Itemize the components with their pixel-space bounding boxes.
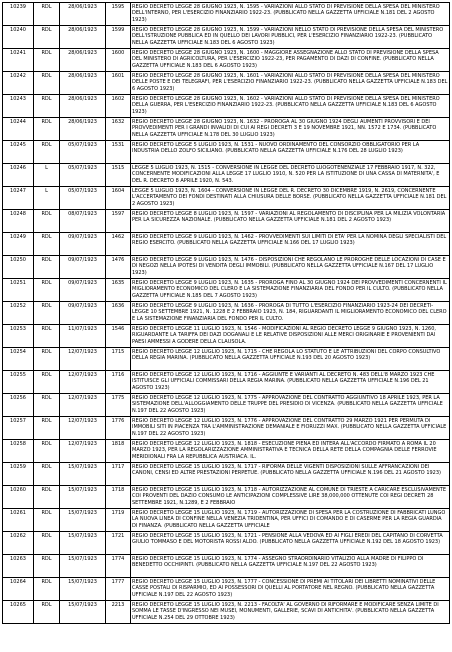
table-row <box>3 279 450 302</box>
act-number-cell <box>106 509 131 532</box>
act-number-cell <box>106 555 131 578</box>
act-date: 28/06/1923 <box>68 119 97 125</box>
row-number-cell <box>3 555 34 578</box>
act-number-cell <box>106 279 131 302</box>
act-number-cell <box>106 348 131 371</box>
act-description-cell <box>131 49 450 72</box>
act-date: 15/07/1923 <box>68 533 97 539</box>
act-date-cell <box>60 233 106 256</box>
act-type: RDL <box>41 487 52 493</box>
row-number: 10246 <box>10 165 26 171</box>
act-type-cell <box>34 72 60 95</box>
act-description: REGIO DECRETO LEGGE 9 LUGLIO 1923, N. 1636 - PROROGA DI TUTTO L'ESERCIZIO FINANZIARIO 1923-24 DEI DECRETI-LEGGE 10 SETTEMBRE 1921, N. 1228 E 2 FEBBRAIO 1923, N. 184, RIGUARDANTI IL MIGLIORAMENTO ECONOMICO DEL CLERO E LA SISTEMAZIONE FINANZIARIA DEL FONDO PER IL CULTO. <box>132 303 447 322</box>
table-row <box>3 394 450 417</box>
act-type-cell <box>34 371 60 394</box>
row-number: 10260 <box>10 487 26 493</box>
row-number-cell <box>3 348 34 371</box>
act-type: RDL <box>41 510 52 516</box>
act-number: 1636 <box>111 303 125 309</box>
act-number-cell <box>106 72 131 95</box>
act-date: 05/07/1923 <box>68 142 97 148</box>
act-date: 12/07/1923 <box>68 418 97 424</box>
act-type-cell <box>34 49 60 72</box>
act-description: REGIO DECRETO LEGGE 15 LUGLIO 1923, N. 1717 - RIFORMA DELLE VIGENTI DISPOSIZIONI SULLE AFFRANCAZIONI DEI CANONI, CENSI ED ALTRE PRESTAZIONI PERPETUE. (PUBBLICATO NELLA GAZZETTA UFFICIALE N.196 DEL 21 AGOSTO 1923) <box>132 464 441 477</box>
act-number-cell <box>106 118 131 141</box>
row-number: 10243 <box>10 96 26 102</box>
act-type-cell <box>34 463 60 486</box>
act-date: 09/07/1923 <box>68 303 97 309</box>
act-date: 12/07/1923 <box>68 349 97 355</box>
act-number-cell <box>106 486 131 509</box>
table-row <box>3 187 450 210</box>
act-description: REGIO DECRETO LEGGE 8 LUGLIO 1923, N. 1597 - VARIAZIONI AL REGOLAMENTO DI DISCIPLINA PER LA MILIZIA VOLONTARIA PER LA SICUREZZA NAZIONALE. (PUBBLICATO NELLA GAZZETTA UFFICIALE N.181 DEL 2 AGOSTO 1923) <box>132 211 446 224</box>
act-number-cell <box>106 164 131 187</box>
row-number: 10264 <box>10 579 26 585</box>
row-number-cell <box>3 3 34 26</box>
act-date-cell <box>60 187 106 210</box>
row-number: 10261 <box>10 510 26 516</box>
act-date-cell <box>60 371 106 394</box>
act-type-cell <box>34 555 60 578</box>
act-number: 1777 <box>111 579 125 585</box>
act-type-cell <box>34 141 60 164</box>
act-date-cell <box>60 95 106 118</box>
act-type: RDL <box>41 464 52 470</box>
act-description-cell <box>131 233 450 256</box>
act-number: 1715 <box>111 349 125 355</box>
act-description: REGIO DECRETO LEGGE 12 LUGLIO 1923, N. 1716 - AGGIUNTE E VARIANTI AL DECRETO N. 483 DELL'8 MARZO 1923 CHE ISTITUISCE GLI UFFICIALI COMMISSARI DELLA REGIA MARINA. (PUBBLICATO NELLA GAZZETTA UFFICIALE N.196 DEL 21 AGOSTO 1923) <box>132 372 435 391</box>
act-date: 28/06/1923 <box>68 27 97 33</box>
act-description: REGIO DECRETO LEGGE 9 LUGLIO 1923, N. 1462 - PROVVEDIMENTI SUI LIMITI DI ETA' PER LA NOMINA DEGLI SPECIALISTI DEL REGIO ESERCITO. (PUBBLICATO NELLA GAZZETTA UFFICIALE N.166 DEL 17 LUGLIO 1923) <box>132 234 447 247</box>
act-number-cell <box>106 49 131 72</box>
act-number-cell <box>106 440 131 463</box>
act-type: RDL <box>41 556 52 562</box>
act-type: RDL <box>41 142 52 148</box>
table-row <box>3 417 450 440</box>
act-number: 1597 <box>111 211 125 217</box>
act-date-cell <box>60 256 106 279</box>
row-number-cell <box>3 440 34 463</box>
row-number-cell <box>3 394 34 417</box>
row-number-cell <box>3 233 34 256</box>
act-description-cell <box>131 509 450 532</box>
act-date-cell <box>60 555 106 578</box>
table-row <box>3 325 450 348</box>
act-number: 1600 <box>111 50 125 56</box>
table-row <box>3 233 450 256</box>
act-description: REGIO DECRETO LEGGE 15 LUGLIO 1923, N. 1721 - PENSIONE ALLA VEDOVA ED AI FIGLI EREDI DEL CAPITANO DI CORVETTA GIULIO TOMMASO E DEL MOTORISTA ROSSI ALDO. (PUBBLICATO NELLA GAZZETTA UFFICIALE N.192 DEL 18 AGOSTO 1923) <box>132 533 443 546</box>
act-number-cell <box>106 417 131 440</box>
act-type-cell <box>34 3 60 26</box>
table-row <box>3 164 450 187</box>
act-date-cell <box>60 26 106 49</box>
act-type: RDL <box>41 96 52 102</box>
act-type: RDL <box>41 372 52 378</box>
act-date: 15/07/1923 <box>68 510 97 516</box>
row-number: 10240 <box>10 27 26 33</box>
act-number-cell <box>106 532 131 555</box>
table-row <box>3 302 450 325</box>
table-row <box>3 210 450 233</box>
act-number-cell <box>106 26 131 49</box>
act-type-cell <box>34 325 60 348</box>
act-date-cell <box>60 463 106 486</box>
table-row <box>3 578 450 601</box>
act-type: RDL <box>41 602 52 608</box>
row-number-cell <box>3 26 34 49</box>
act-date-cell <box>60 302 106 325</box>
row-number: 10255 <box>10 372 26 378</box>
row-number-cell <box>3 325 34 348</box>
row-number-cell <box>3 486 34 509</box>
act-type: RDL <box>41 50 52 56</box>
row-number: 10244 <box>10 119 26 125</box>
act-type-cell <box>34 417 60 440</box>
act-date-cell <box>60 325 106 348</box>
row-number-cell <box>3 279 34 302</box>
act-type-cell <box>34 394 60 417</box>
act-date-cell <box>60 210 106 233</box>
act-number-cell <box>106 394 131 417</box>
act-description-cell <box>131 187 450 210</box>
act-description-cell <box>131 394 450 417</box>
act-description: REGIO DECRETO LEGGE 15 LUGLIO 1923, N. 1774 - ASSEGNO STRAORDINARIO VITALIZIO ALLA MADRE DI FILIPPO DI BENEDETTO OCCHIPINTI. (PUBBLICATO NELLA GAZZETTA UFFICIALE N.197 DEL 22 AGOSTO 1923) <box>132 556 424 569</box>
act-type: RDL <box>41 395 52 401</box>
act-number: 2213 <box>111 602 125 608</box>
row-number-cell <box>3 49 34 72</box>
act-description-cell <box>131 578 450 601</box>
act-description-cell <box>131 486 450 509</box>
act-number: 1774 <box>111 556 125 562</box>
act-type: RDL <box>41 27 52 33</box>
act-date-cell <box>60 348 106 371</box>
act-date: 28/06/1923 <box>68 4 97 10</box>
act-number: 1716 <box>111 372 125 378</box>
act-date-cell <box>60 509 106 532</box>
act-date-cell <box>60 279 106 302</box>
act-number: 1601 <box>111 73 125 79</box>
row-number: 10254 <box>10 349 26 355</box>
row-number: 10249 <box>10 234 26 240</box>
act-number: 1776 <box>111 418 125 424</box>
act-number: 1635 <box>111 280 125 286</box>
table-row <box>3 348 450 371</box>
table-row <box>3 72 450 95</box>
row-number: 10259 <box>10 464 26 470</box>
row-number-cell <box>3 95 34 118</box>
row-number-cell <box>3 302 34 325</box>
act-number: 1604 <box>111 188 125 194</box>
act-description-cell <box>131 279 450 302</box>
act-description-cell <box>131 325 450 348</box>
act-type: RDL <box>41 257 52 263</box>
table-row <box>3 118 450 141</box>
act-type: RDL <box>41 579 52 585</box>
act-description-cell <box>131 601 450 624</box>
act-number: 1718 <box>111 487 125 493</box>
act-date: 15/07/1923 <box>68 464 97 470</box>
act-date-cell <box>60 486 106 509</box>
act-description-cell <box>131 256 450 279</box>
act-number-cell <box>106 210 131 233</box>
act-date: 15/07/1923 <box>68 487 97 493</box>
act-date-cell <box>60 532 106 555</box>
row-number-cell <box>3 532 34 555</box>
act-type-cell <box>34 532 60 555</box>
act-description-cell <box>131 532 450 555</box>
act-type-cell <box>34 509 60 532</box>
act-number: 1595 <box>111 4 125 10</box>
act-date-cell <box>60 141 106 164</box>
act-description: REGIO DECRETO LEGGE 15 LUGLIO 1923, N. 2213 - FACOLTA' AL GOVERNO DI RIFORMARE E MODIFICARE SENZA LIMITE DI SOMMA LE TASSE D'INGRESSO NEI MUSEI, MONUMENTI, GALLERIE, SCAVI DI ANTICHITA'. (PUBBLICATO NELLA GAZZETTA UFFICIALE N.254 DEL 29 OTTOBRE 1923) <box>132 602 439 621</box>
act-date-cell <box>60 72 106 95</box>
act-type-cell <box>34 601 60 624</box>
row-number-cell <box>3 371 34 394</box>
row-number: 10251 <box>10 280 26 286</box>
act-type: RDL <box>41 349 52 355</box>
act-description-cell <box>131 141 450 164</box>
act-date: 09/07/1923 <box>68 280 97 286</box>
act-type: RDL <box>41 533 52 539</box>
act-type: RDL <box>41 441 52 447</box>
table-row <box>3 371 450 394</box>
act-type-cell <box>34 486 60 509</box>
act-description-cell <box>131 3 450 26</box>
table-row <box>3 95 450 118</box>
act-number-cell <box>106 325 131 348</box>
act-number: 1531 <box>111 142 125 148</box>
act-description: REGIO DECRETO LEGGE 12 LUGLIO 1923, N. 1715 - CHE REGOLA LO STATUTO E LE ATTRIBUZIONI DEL CORPO CONSULTIVO DELLA REGIA MARINA. (PUBBLICATO NELLA GAZZETTA UFFICIALE N.193 DEL 20 AGOSTO 1923) <box>132 349 441 362</box>
act-number-cell <box>106 141 131 164</box>
act-number-cell <box>106 256 131 279</box>
table-row <box>3 256 450 279</box>
act-description: REGIO DECRETO LEGGE 12 LUGLIO 1923, N. 1775 - APPROVAZIONE DEL CONTRATTO AGGIUNTIVO 18 APRILE 1923, PER LA SISTEMAZIONE DELL'ALLOGGIAMENTO DELLE TRUPPE DEL PRESIDIO DI VICENZA. (PUBBLICATO NELLA GAZZETTA UFFICIALE N.197 DEL 22 AGOSTO 1923) <box>132 395 443 414</box>
act-number-cell <box>106 463 131 486</box>
act-description-cell <box>131 164 450 187</box>
table-row <box>3 49 450 72</box>
act-type: RDL <box>41 326 52 332</box>
act-description: REGIO DECRETO LEGGE 28 GIUGNO 1923, N. 1602 - VARIAZIONI ALLO STATO DI PREVISIONE DELLA SPESA DEL MINISTERO DELLA GUERRA, PER L'ESERCIZIO FINANZIARIO 1922-23. (PUBBLICATO NELLA GAZZETTA UFFICIALE N.183 DEL 6 AGOSTO 1923) <box>132 96 440 115</box>
act-date: 28/06/1923 <box>68 50 97 56</box>
act-description-cell <box>131 95 450 118</box>
act-date: 12/07/1923 <box>68 395 97 401</box>
act-type-cell <box>34 210 60 233</box>
row-number: 10241 <box>10 50 26 56</box>
act-type-cell <box>34 26 60 49</box>
row-number: 10250 <box>10 257 26 263</box>
act-number-cell <box>106 302 131 325</box>
row-number-cell <box>3 164 34 187</box>
act-type: L <box>45 165 48 171</box>
row-number: 10265 <box>10 602 26 608</box>
act-type-cell <box>34 440 60 463</box>
act-date-cell <box>60 164 106 187</box>
row-number: 10247 <box>10 188 26 194</box>
table-row <box>3 601 450 624</box>
act-date-cell <box>60 601 106 624</box>
act-date-cell <box>60 440 106 463</box>
act-description-cell <box>131 555 450 578</box>
act-type: RDL <box>41 280 52 286</box>
act-description: REGIO DECRETO LEGGE 28 GIUGNO 1923, N. 1632 - PROROGA AL 30 GIUGNO 1924 DEGLI AUMENTI PROVVISORI E DEI PROVVEDIMENTI PER I GRANDI INVALIDI DI CUI AI REGI DECRETI 3 E 19 NOVEMBRE 1921, NN. 1572 E 1734. (PUBBLICATO NELLA GAZZETTA UFFICIALE N.178 DEL 30 LUGLIO 1923) <box>132 119 437 138</box>
table-row <box>3 141 450 164</box>
row-number-cell <box>3 141 34 164</box>
row-number: 10253 <box>10 326 26 332</box>
row-number-cell <box>3 72 34 95</box>
act-description-cell <box>131 348 450 371</box>
row-number: 10242 <box>10 73 26 79</box>
table-row <box>3 486 450 509</box>
act-date: 15/07/1923 <box>68 602 97 608</box>
decree-table <box>2 2 450 624</box>
table-row <box>3 26 450 49</box>
act-description-cell <box>131 371 450 394</box>
act-number-cell <box>106 601 131 624</box>
row-number-cell <box>3 463 34 486</box>
act-date: 15/07/1923 <box>68 556 97 562</box>
act-description: REGIO DECRETO LEGGE 12 LUGLIO 1923, N. 1776 - APPROVAZIONE DEL CONTRATTO 29 MARZO 1921 PER PERMUTA DI IMMOBILI SITI IN PIACENZA TRA L'AMMINISTRAZIONE DEMANIALE E FIORUZZI MAX. (PUBBLICATO NELLA GAZZETTA UFFICIALE N.197 DEL 22 AGOSTO 1923) <box>132 418 447 437</box>
table-row <box>3 463 450 486</box>
act-description: REGIO DECRETO LEGGE 9 LUGLIO 1923, N. 1635 - PROROGA FINO AL 30 GIUGNO 1924 DEI PROVVEDIMENTI CONCERNENTI IL MIGLIORAMENTO ECONOMICO DEL CLERO E LA SISTEMAZIONE FINANZIARIA DEL FONDO PER IL CULTO. (PUBBLICATO NELLA GAZZETTA UFFICIALE N.185 DEL 7 AGOSTO 1923) <box>132 280 447 299</box>
act-type-cell <box>34 302 60 325</box>
act-date: 28/06/1923 <box>68 96 97 102</box>
act-number: 1818 <box>111 441 125 447</box>
act-type-cell <box>34 279 60 302</box>
row-number: 10263 <box>10 556 26 562</box>
act-date: 28/06/1923 <box>68 73 97 79</box>
table-row <box>3 509 450 532</box>
table-row <box>3 555 450 578</box>
row-number-cell <box>3 578 34 601</box>
act-number: 1599 <box>111 27 125 33</box>
act-number: 1719 <box>111 510 125 516</box>
act-type-cell <box>34 256 60 279</box>
act-description: REGIO DECRETO LEGGE 28 GIUGNO 1923, N. 1595 - VARIAZIONI ALLO STATO DI PREVISIONE DELLA SPESA DEL MINISTERO DELL'INTERNO, PER L'ESERCIZIO FINANZIARIO 1922-23. (PUBBLICATO NELLA GAZZETTA UFFICIALE N.181 DEL 2 AGOSTO 1923) <box>132 4 440 23</box>
act-number: 1546 <box>111 326 125 332</box>
act-date: 05/07/1923 <box>68 165 97 171</box>
act-number: 1632 <box>111 119 125 125</box>
act-description-cell <box>131 72 450 95</box>
row-number: 10258 <box>10 441 26 447</box>
act-description: REGIO DECRETO LEGGE 15 LUGLIO 1923, N. 1777 - CONCESSIONE DI PREMI AI TITOLARI DEI LIBRETTI NOMINATIVI DELLE CASSE POSTALI DI RISPARMIO, ED AI POSSESSORI DI QUELLI AL PORTATORE NEL REGNO. (PUBBLICATO NELLA GAZZETTA UFFICIALE N.197 DEL 22 AGOSTO 1923) <box>132 579 436 598</box>
row-number-cell <box>3 417 34 440</box>
act-type-cell <box>34 578 60 601</box>
act-date: 12/07/1923 <box>68 441 97 447</box>
act-description-cell <box>131 463 450 486</box>
act-number: 1476 <box>111 257 125 263</box>
row-number-cell <box>3 256 34 279</box>
act-number-cell <box>106 187 131 210</box>
act-description: REGIO DECRETO LEGGE 12 LUGLIO 1923, N. 1818 - ESECUZIONE PIENA ED INTERA ALL'ACCORDO FIRMATO A ROMA IL 20 MARZO 1923, PER LA REGOLARIZZAZIONE AMMINISTRATIVA E TECNICA DELLA RETE DELLA COMPAGNIA DELLE FERROVIE MERIDIONALI FRA LA REPUBBLICA AUSTRIACA. IL. <box>132 441 437 460</box>
act-date-cell <box>60 578 106 601</box>
act-type: RDL <box>41 4 52 10</box>
act-number-cell <box>106 95 131 118</box>
act-number: 1775 <box>111 395 125 401</box>
row-number-cell <box>3 187 34 210</box>
table-row <box>3 440 450 463</box>
act-date: 11/07/1923 <box>68 326 97 332</box>
act-type-cell <box>34 164 60 187</box>
act-date-cell <box>60 49 106 72</box>
row-number-cell <box>3 118 34 141</box>
act-description-cell <box>131 210 450 233</box>
act-description: REGIO DECRETO LEGGE 28 GIUGNO 1923, N. 1599 - VARIAZIONI NELLO STATO DI PREVISIONE DELLA SPESA DEL MINISTERO DELL'ISTRUZIONE PUBBLICA ED IN QUELLO DEI LAVORI PUBBLICI, PER L'ESERCIZIO FINANZIARIO 1922-23. (PUBBLICATO NELLA GAZZETTA UFFICIALE N.183 DEL 6 AGOSTO 1923) <box>132 27 444 46</box>
act-description-cell <box>131 118 450 141</box>
act-description: REGIO DECRETO LEGGE 28 GIUGNO 1923, N. 1600 - MAGGIORE ASSEGNAZIONE ALLO STATO DI PREVISIONE DELLA SPESA DEL MINISTERO DI AGRICOLTURA, PER L'ESERCIZIO 1922-23, PER PAGAMENTO DI DAZI DI CONFINE. (PUBBLICATO NELLA GAZZETTA UFFICIALE N.183 DEL 6 AGOSTO 1923) <box>132 50 439 69</box>
row-number-cell <box>3 509 34 532</box>
act-type-cell <box>34 187 60 210</box>
act-date: 09/07/1923 <box>68 257 97 263</box>
row-number: 10239 <box>10 4 26 10</box>
act-description: REGIO DECRETO LEGGE 15 LUGLIO 1923, N. 1719 - AUTORIZZAZIONE DI SPESA PER LA COSTRUZIONE DI FABBRICATI LUNGO LA NUOVA LINEA DI CONFINE NELLA VENEZIA TRIDENTINA, PER UFFICI DI COMANDO E DI CASERME PER LA REGIA GUARDIA DI FINANZA. (PUBBLICATO NELLA GAZZETTA UFFICIALE <box>132 510 446 529</box>
act-type-cell <box>34 118 60 141</box>
act-number: 1515 <box>111 165 125 171</box>
act-type: RDL <box>41 119 52 125</box>
act-type: RDL <box>41 73 52 79</box>
act-description-cell <box>131 302 450 325</box>
row-number: 10262 <box>10 533 26 539</box>
act-number: 1721 <box>111 533 125 539</box>
act-number: 1602 <box>111 96 125 102</box>
table-row <box>3 532 450 555</box>
act-description: REGIO DECRETO LEGGE 5 LUGLIO 1923, N. 1531 - NUOVO ORDINAMENTO DEL CONSORZIO OBBLIGATORIO PER LA INDUSTRIA DELLO ZOLFO SICILIANO. (PUBBLICATO NELLA GAZZETTA UFFICIALE N.176 DEL 28 LUGLIO 1923) <box>132 142 420 155</box>
act-number-cell <box>106 3 131 26</box>
act-number-cell <box>106 578 131 601</box>
act-description-cell <box>131 26 450 49</box>
act-date: 15/07/1923 <box>68 579 97 585</box>
row-number-cell <box>3 601 34 624</box>
row-number-cell <box>3 210 34 233</box>
row-number: 10245 <box>10 142 26 148</box>
act-number-cell <box>106 233 131 256</box>
act-description-cell <box>131 417 450 440</box>
act-type: RDL <box>41 211 52 217</box>
act-date: 05/07/1923 <box>68 188 97 194</box>
act-date-cell <box>60 3 106 26</box>
row-number: 10248 <box>10 211 26 217</box>
act-description: REGIO DECRETO LEGGE 11 LUGLIO 1923, N. 1546 - MODIFICAZIONI AL REGIO DECRETO LEGGE 9 GIUGNO 1923, N. 1260, RIGUARDANTE LA TARIFFA DEI DAZI DOGANALI E LE RELATIVE DISPOSIZIONI ALLE MERCI ORIGINARIE E PROVENIENTI DAI PAESI AMMESSI A GODERE DELLA CLAUSOLA. <box>132 326 436 345</box>
row-number: 10256 <box>10 395 26 401</box>
act-type-cell <box>34 95 60 118</box>
act-type: RDL <box>41 234 52 240</box>
act-number: 1462 <box>111 234 125 240</box>
act-date-cell <box>60 417 106 440</box>
act-date-cell <box>60 118 106 141</box>
act-description: REGIO DECRETO LEGGE 9 LUGLIO 1923, N. 1476 - DISPOSIZIONI CHE REGOLANO LE PROROGHE DELLE LOCAZIONI DI CASE E DI NEGOZI NELLA IPOTESI DI VENDITA DEGLI IMMOBILI. (PUBBLICATO NELLA GAZZETTA UFFICIALE N.167 DEL 17 LUGLIO 1923) <box>132 257 446 276</box>
row-number: 10252 <box>10 303 26 309</box>
act-type: RDL <box>41 418 52 424</box>
act-date: 08/07/1923 <box>68 211 97 217</box>
act-number-cell <box>106 371 131 394</box>
act-description: LEGGE 5 LUGLIO 1923, N. 1515 - CONVERSIONE IN LEGGE DEL DECRETO LUOGOTENENZIALE 17 FEBBRAIO 1917, N. 322, CONCERNENTE MODIFICAZIONI ALLA LEGGE 17 LUGLIO 1910, N. 520 PER LA ISTITUZIONE DI UNA CASSA DI MATERNITA', E DEL R. DECRETO 8 APRILE 1920, N. 543. <box>132 165 440 184</box>
act-number: 1717 <box>111 464 125 470</box>
act-type: L <box>45 188 48 194</box>
table-row <box>3 3 450 26</box>
act-description: LEGGE 5 LUGLIO 1923, N. 1604 - CONVERSIONE IN LEGGE DEL R. DECRETO 30 DICEMBRE 1919, N. 2619, CONCERNENTE L'ACCERTAMENTO DEI FONDI DESTINATI ALLA CHIUSURA DELLE BORSE. (PUBBLICATO NELLA GAZZETTA UFFICIALE N.181 DEL 2 AGOSTO 1923) <box>132 188 447 207</box>
row-number: 10257 <box>10 418 26 424</box>
act-description: REGIO DECRETO LEGGE 28 GIUGNO 1923, N. 1601 - VARIAZIONI ALLO STATO DI PREVISIONE DELLA SPESA DEL MINISTERO DELLE POSTE E DEI TELEGRAFI, PER L'ESERCIZIO FINANZIARIO 1922-23. (PUBBLICATO NELLA GAZZETTA UFFICIALE N.183 DEL 6 AGOSTO 1923) <box>132 73 448 92</box>
act-date: 12/07/1923 <box>68 372 97 378</box>
act-description: REGIO DECRETO LEGGE 15 LUGLIO 1923, N. 1718 - AUTORIZZAZIONE AL COMUNE DI TRIESTE A CARICARE ESCLUSIVAMENTE COI PROVENTI DEL DAZIO CONSUMO LE ANTICIPAZIONI COMPLESSIVE LIRE 38,000,000 OTTENUTE COI REGI DECRETI 28 SETTEMBRE 1921, N.1289, E 2 FEBBRAIO <box>132 487 446 506</box>
act-type-cell <box>34 348 60 371</box>
act-type: RDL <box>41 303 52 309</box>
act-date: 09/07/1923 <box>68 234 97 240</box>
act-type-cell <box>34 233 60 256</box>
act-description-cell <box>131 440 450 463</box>
act-date-cell <box>60 394 106 417</box>
